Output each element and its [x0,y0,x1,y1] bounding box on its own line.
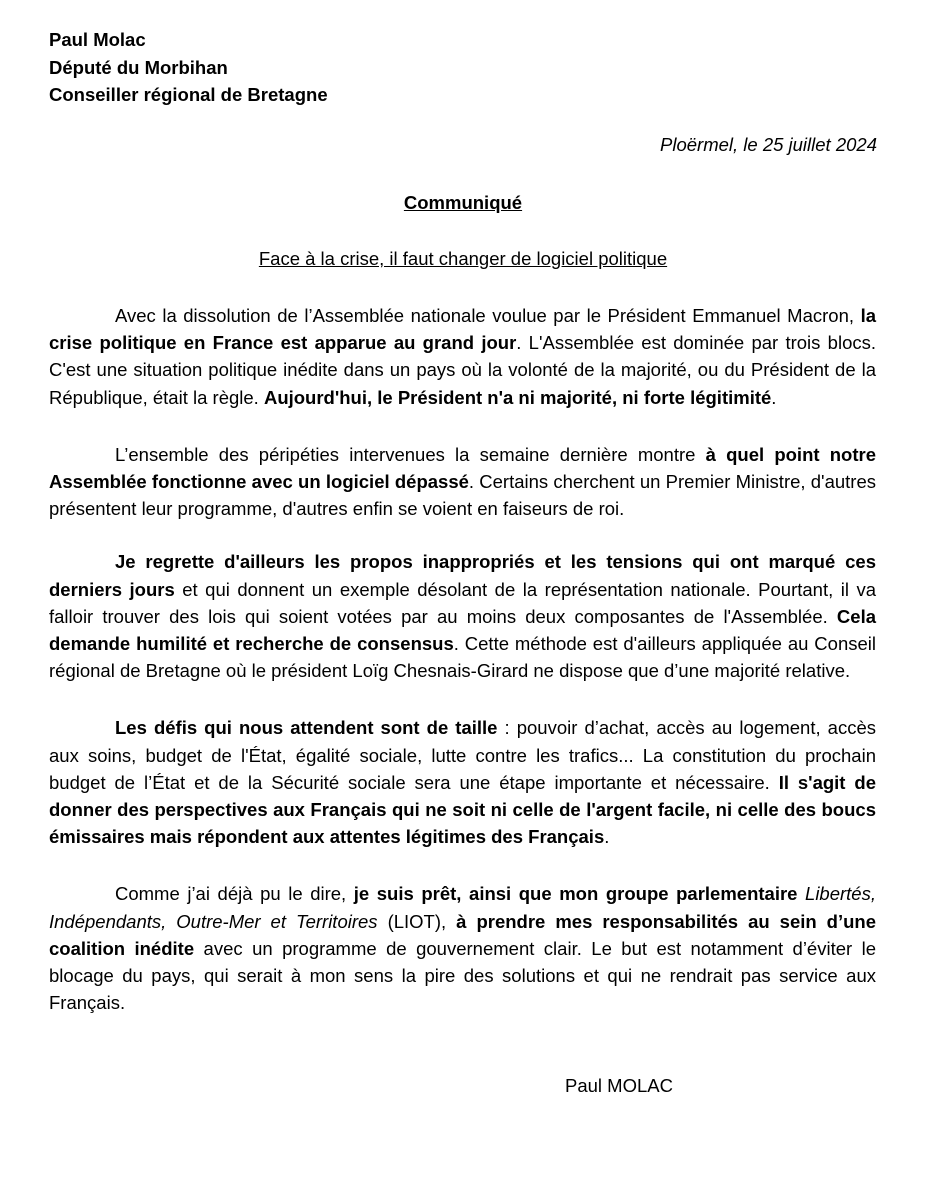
paragraph-5-text-d: avec un programme de gouvernement clair. Le but est notamment d’éviter le blocage du pays, qui serait à mon sens la pire des solutions et qui ne rendrait pas service aux Français. [49,937,876,1014]
paragraph-5 [49,880,876,1016]
document-body [49,302,876,1046]
paragraph-2 [49,441,876,523]
paragraph-4 [49,714,876,850]
paragraph-5-bold-a: je suis prêt, ainsi que mon groupe parlementaire [353,883,798,905]
paragraph-1 [49,302,876,411]
document-title: Communiqué [403,192,523,213]
paragraph-1-text-b: . L'Assemblée est dominée par trois blocs. C'est une situation politique inédite dans un pays où la volonté de la majorité, ou du Président de la République, était la règle. [49,332,876,408]
document-subtitle: Face à la crise, il faut changer de logiciel politique [258,248,668,269]
paragraph-4-text-b: . [604,826,610,848]
paragraph-3-text-b: . Cette méthode est d'ailleurs appliquée au Conseil régional de Bretagne où le président Loïg Chesnais-Girard ne dispose que d’une majorité relative. [49,633,876,682]
place-date: Ploërmel, le 25 juillet 2024 [660,134,877,155]
paragraph-3-bold-b: Cela demande humilité et recherche de consensus [49,605,876,655]
paragraph-3-bold-a: Je regrette d'ailleurs les propos inappropriés et les tensions qui ont marqué ces derniers jours [49,551,876,600]
paragraph-3 [49,548,876,684]
paragraph-5-text-b [797,883,805,904]
paragraph-4-bold-b: Il s'agit de donner des perspectives aux Français qui ne soit ni celle de l'argent facile, ni celle des boucs émissaires mais répondent aux attentes légitimes des Français [49,771,876,848]
paragraph-2-bold-a: à quel point notre Assemblée fonctionne avec un logiciel dépassé [49,443,876,493]
author-name: Paul Molac [49,29,146,50]
paragraph-4-text-a: : pouvoir d’achat, accès au logement, accès aux soins, budget de l'État, égalité sociale, lutte contre les trafics... La constitution du prochain budget de l’État et de la Sécurité sociale sera une étape importante et nécessaire. [49,717,876,793]
paragraph-2-text-b: . Certains cherchent un Premier Ministre, d'autres présentent leur programme, d'autres enfin se voient en faiseurs de roi. [49,471,876,520]
paragraph-1-text-c: . [771,386,777,408]
paragraph-5-text-c: (LIOT), [377,910,457,932]
author-role-deputy: Député du Morbihan [49,56,228,78]
paragraph-1-bold-b: Aujourd'hui, le Président n'a ni majorité, ni forte légitimité [263,386,772,408]
paragraph-5-italic-group-name: Libertés, Indépendants, Outre-Mer et Territoires [49,883,876,932]
paragraph-1-bold-a: la crise politique en France est apparue au grand jour [49,305,876,354]
paragraph-4-bold-a: Les défis qui nous attendent sont de taille [115,717,498,739]
paragraph-5-text-a: Comme j’ai déjà pu le dire, [115,883,354,905]
signature: Paul MOLAC [565,1075,673,1096]
paragraph-5-bold-b: à prendre mes responsabilités au sein d’une coalition inédite [49,910,877,959]
letterhead [49,26,328,109]
paragraph-3-text-a: et qui donnent un exemple désolant de la représentation nationale. Pourtant, il va falloir trouver des lois qui soient votées par au moins deux composantes de l'Assemblée. [49,578,876,627]
author-role-councillor: Conseiller régional de Bretagne [49,84,328,105]
paragraph-2-text-a: L’ensemble des péripéties intervenues la semaine dernière montre [115,443,706,465]
paragraph-1-text-a: Avec la dissolution de l’Assemblée nationale voulue par le Président Emmanuel Macron, [115,305,861,326]
